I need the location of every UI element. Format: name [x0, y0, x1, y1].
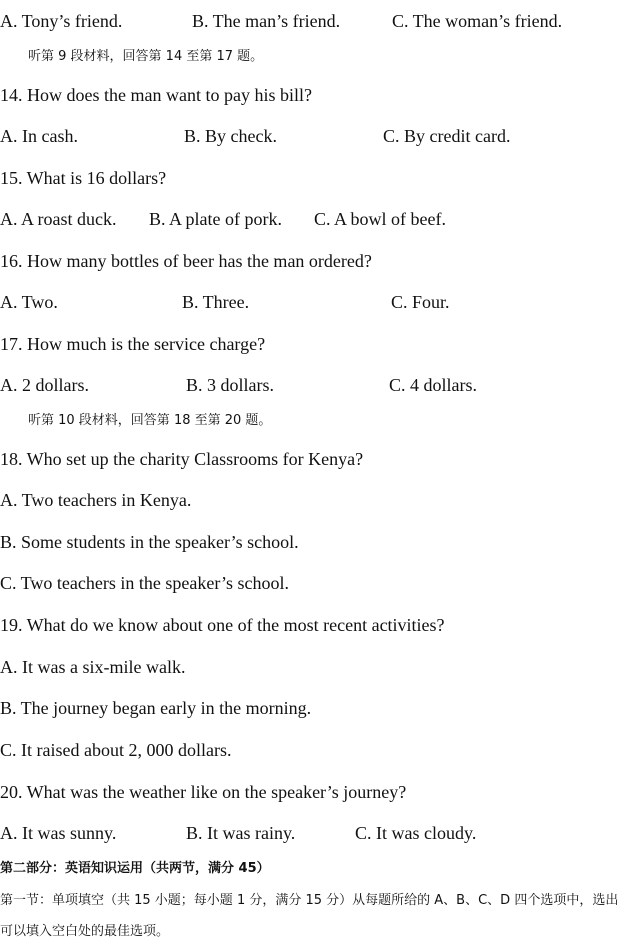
q14-option-a: A. In cash. — [0, 126, 78, 146]
q13-option-c: C. The woman’s friend. — [392, 11, 563, 31]
q16-option-b: B. Three. — [182, 292, 250, 312]
q19-option-b: B. The journey began early in the morning. — [0, 698, 312, 718]
q17-option-a: A. 2 dollars. — [0, 375, 89, 395]
q16-option-c: C. Four. — [391, 292, 450, 312]
q15-option-b: B. A plate of pork. — [149, 209, 282, 229]
q20-option-c: C. It was cloudy. — [355, 823, 477, 843]
q20-option-a: A. It was sunny. — [0, 823, 117, 843]
q14-question: 14. How does the man want to pay his bill? — [0, 85, 312, 105]
q20-option-b: B. It was rainy. — [186, 823, 296, 843]
q18-option-b: B. Some students in the speaker’s school. — [0, 532, 299, 552]
section9-note: 听第 9 段材料，回答第 14 至第 17 题。 — [28, 49, 264, 64]
q15-option-c: C. A bowl of beef. — [314, 209, 446, 229]
q16-question: 16. How many bottles of beer has the man ordered? — [0, 251, 372, 271]
q13-option-a: A. Tony’s friend. — [0, 11, 123, 31]
q13-option-b: B. The man’s friend. — [192, 11, 341, 31]
q18-question: 18. Who set up the charity Classrooms for Kenya? — [0, 449, 364, 469]
part2-heading: 第二部分：英语知识运用（共两节，满分 45） — [0, 861, 270, 876]
q15-question: 15. What is 16 dollars? — [0, 168, 167, 188]
q17-option-c: C. 4 dollars. — [389, 375, 477, 395]
q17-option-b: B. 3 dollars. — [186, 375, 274, 395]
section10-note: 听第 10 段材料，回答第 18 至第 20 题。 — [28, 413, 272, 428]
q17-question: 17. How much is the service charge? — [0, 334, 266, 354]
q19-option-c: C. It raised about 2, 000 dollars. — [0, 740, 232, 760]
q15-option-a: A. A roast duck. — [0, 209, 117, 229]
q14-option-b: B. By check. — [184, 126, 277, 146]
q19-question: 19. What do we know about one of the most recent activities? — [0, 615, 445, 635]
part2-instructions-line1: 第一节：单项填空（共 15 小题；每小题 1 分，满分 15 分）从每题所给的 A、B、C、D 四个选项中，选出 — [0, 893, 619, 908]
q19-option-a: A. It was a six-mile walk. — [0, 657, 186, 677]
q16-option-a: A. Two. — [0, 292, 58, 312]
part2-instructions-line2: 可以填入空白处的最佳选项。 — [0, 924, 170, 939]
q18-option-c: C. Two teachers in the speaker’s school. — [0, 573, 290, 593]
q14-option-c: C. By credit card. — [383, 126, 511, 146]
q20-question: 20. What was the weather like on the speaker’s journey? — [0, 782, 407, 802]
q18-option-a: A. Two teachers in Kenya. — [0, 490, 192, 510]
